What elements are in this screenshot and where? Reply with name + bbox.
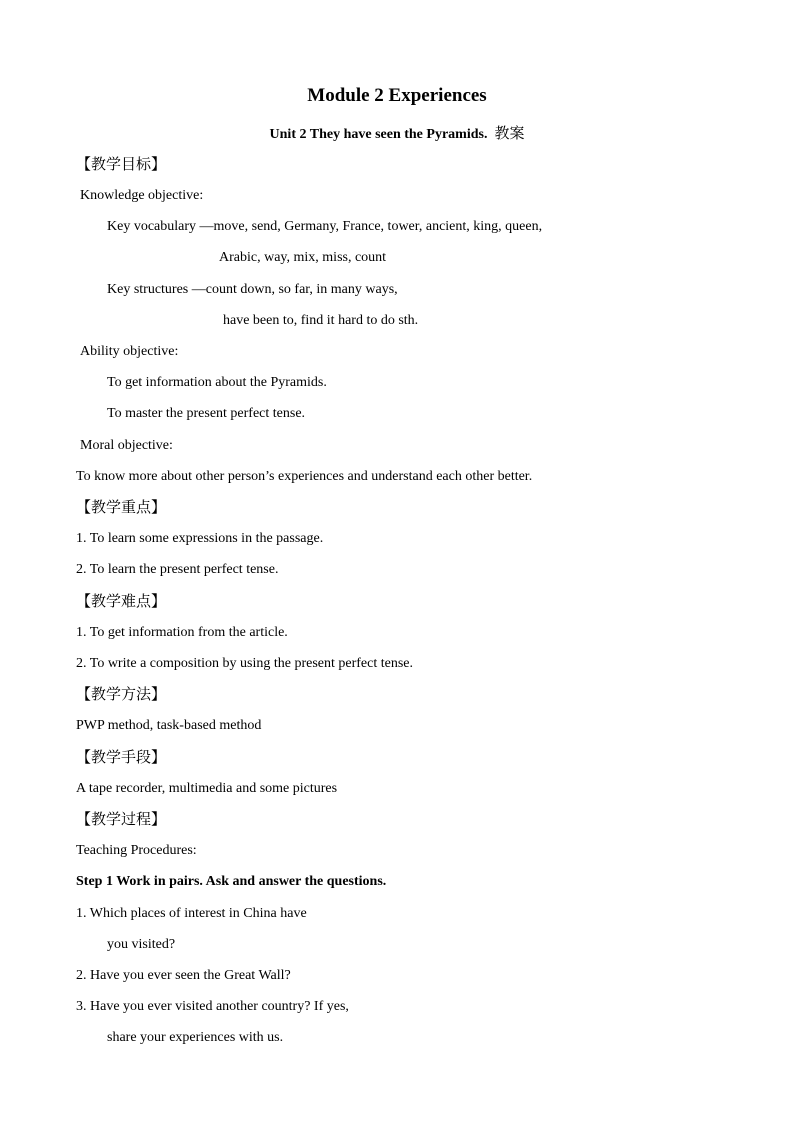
page-title: Module 2 Experiences	[307, 85, 487, 106]
knowledge-label: Knowledge objective:	[80, 188, 204, 203]
vocab-line-1: Key vocabulary —move, send, Germany, France, tower, ancient, king, queen,	[107, 219, 543, 234]
question-3-line-2: share your experiences with us.	[107, 1030, 284, 1045]
difficulty-2: 2. To write a composition by using the present perfect tense.	[76, 656, 414, 671]
moral-label: Moral objective:	[80, 438, 173, 453]
structures-line-1: Key structures —count down, so far, in many ways,	[107, 282, 398, 297]
objectives-heading: 【教学目标】	[76, 155, 167, 173]
subtitle-text: Unit 2 They have seen the Pyramids.	[269, 127, 488, 142]
ability-item-2: To master the present perfect tense.	[107, 406, 306, 421]
question-2: 2. Have you ever seen the Great Wall?	[76, 968, 291, 983]
methods-heading: 【教学方法】	[76, 685, 167, 703]
page-subtitle	[0, 124, 794, 144]
ability-label: Ability objective:	[80, 344, 179, 359]
aids-text: A tape recorder, multimedia and some pictures	[76, 781, 338, 796]
key-points-heading: 【教学重点】	[76, 498, 167, 516]
key-point-2: 2. To learn the present perfect tense.	[76, 562, 279, 577]
moral-text: To know more about other person’s experiences and understand each other better.	[76, 469, 533, 484]
difficulties-heading: 【教学难点】	[76, 592, 167, 610]
process-heading: 【教学过程】	[76, 810, 167, 828]
aids-heading: 【教学手段】	[76, 748, 167, 766]
structures-line-2: have been to, find it hard to do sth.	[223, 313, 419, 328]
subtitle-cn: 教案	[494, 124, 525, 142]
difficulty-1: 1. To get information from the article.	[76, 625, 288, 640]
step-1-heading: Step 1 Work in pairs. Ask and answer the questions.	[76, 874, 387, 889]
process-label: Teaching Procedures:	[76, 843, 197, 858]
vocab-line-2: Arabic, way, mix, miss, count	[219, 250, 387, 265]
question-3-line-1: 3. Have you ever visited another country? If yes,	[76, 999, 349, 1014]
question-1-line-1: 1. Which places of interest in China have	[76, 906, 307, 921]
question-1-line-2: you visited?	[107, 937, 176, 952]
key-point-1: 1. To learn some expressions in the passage.	[76, 531, 324, 546]
methods-text: PWP method, task-based method	[76, 718, 262, 733]
ability-item-1: To get information about the Pyramids.	[107, 375, 327, 390]
